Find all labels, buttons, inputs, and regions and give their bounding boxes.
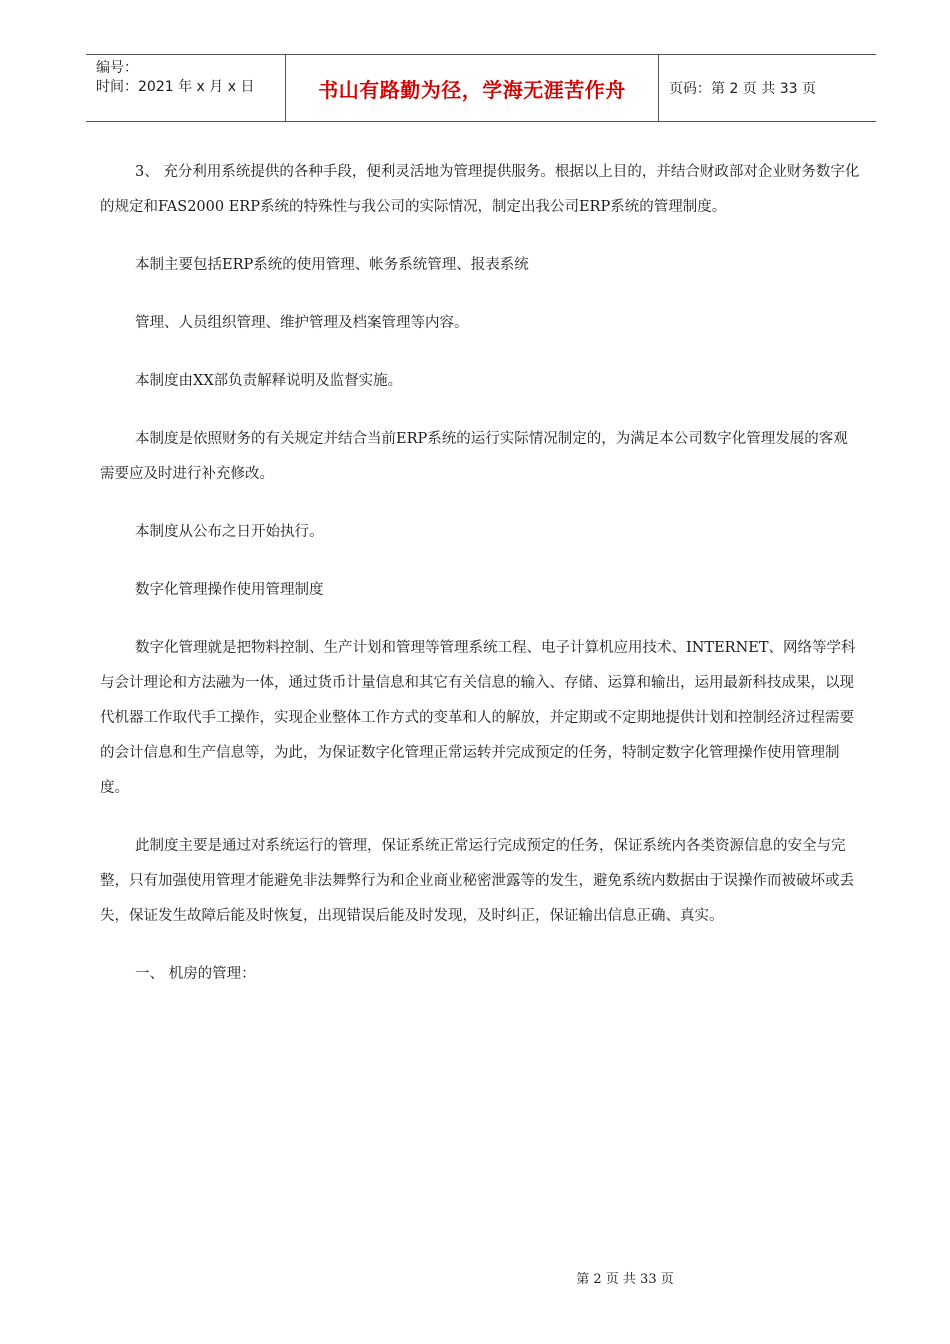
paragraph: 本制主要包括ERP系统的使用管理、帐务系统管理、报表系统 (135, 257, 529, 273)
number-label: 编号： (96, 60, 138, 76)
paragraph: 数字化管理就是把物料控制、生产计划和管理等管理系统工程、电子计算机应用技术、INTERNET、网络等学科与会计理论和方法融为一体，通过货币计量信息和其它有关信息的输入、存储、运算和输出，运用最新科技成果，以现代机器工作取代手工操作，实现企业整体工作方式的变革和人的解放，并定期或不定期地提供计划和控制经济过程需要的会计信息和生产信息等，为此，为保证数字化管理正常运转并完成预定的任务，特制定数字化管理操作使用管理制度。 (100, 640, 856, 796)
section-heading: 一、 机房的管理： (135, 966, 256, 982)
page-footer: 第 2 页 共 33 页 (576, 1272, 674, 1287)
paragraph: 本制度是依照财务的有关规定并结合当前ERP系统的运行实际情况制定的，为满足本公司数字化管理发展的客观需要应及时进行补充修改。 (100, 431, 848, 482)
paragraph: 管理、人员组织管理、维护管理及档案管理等内容。 (135, 315, 469, 331)
paragraph: 本制度从公布之日开始执行。 (135, 524, 324, 540)
header-page-label: 页码：第 2 页 共 33 页 (669, 81, 816, 97)
time-label: 时间：2021 年 x 月 x 日 (96, 79, 255, 95)
paragraph: 此制度主要是通过对系统运行的管理，保证系统正常运行完成预定的任务，保证系统内各类资源信息的安全与完整，只有加强使用管理才能避免非法舞弊行为和企业商业秘密泄露等的发生，避免系统内数据由于误操作而被破坏或丢失，保证发生故障后能及时恢复，出现错误后能及时发现，及时纠正，保证输出信息正确、真实。 (100, 838, 854, 924)
page-header (86, 54, 876, 122)
document-body (100, 155, 860, 992)
section-heading: 数字化管理操作使用管理制度 (135, 582, 324, 598)
header-motto: 书山有路勤为径，学海无涯苦作舟 (286, 55, 659, 121)
header-left-cell (86, 55, 286, 121)
paragraph: 本制度由XX部负责解释说明及监督实施。 (135, 373, 403, 389)
paragraph: 3、 充分利用系统提供的各种手段，便利灵活地为管理提供服务。根据以上目的，并结合财政部对企业财务数字化的规定和FAS2000 ERP系统的特殊性与我公司的实际情况，制定出我公司ERP系统的管理制度。 (100, 164, 860, 215)
